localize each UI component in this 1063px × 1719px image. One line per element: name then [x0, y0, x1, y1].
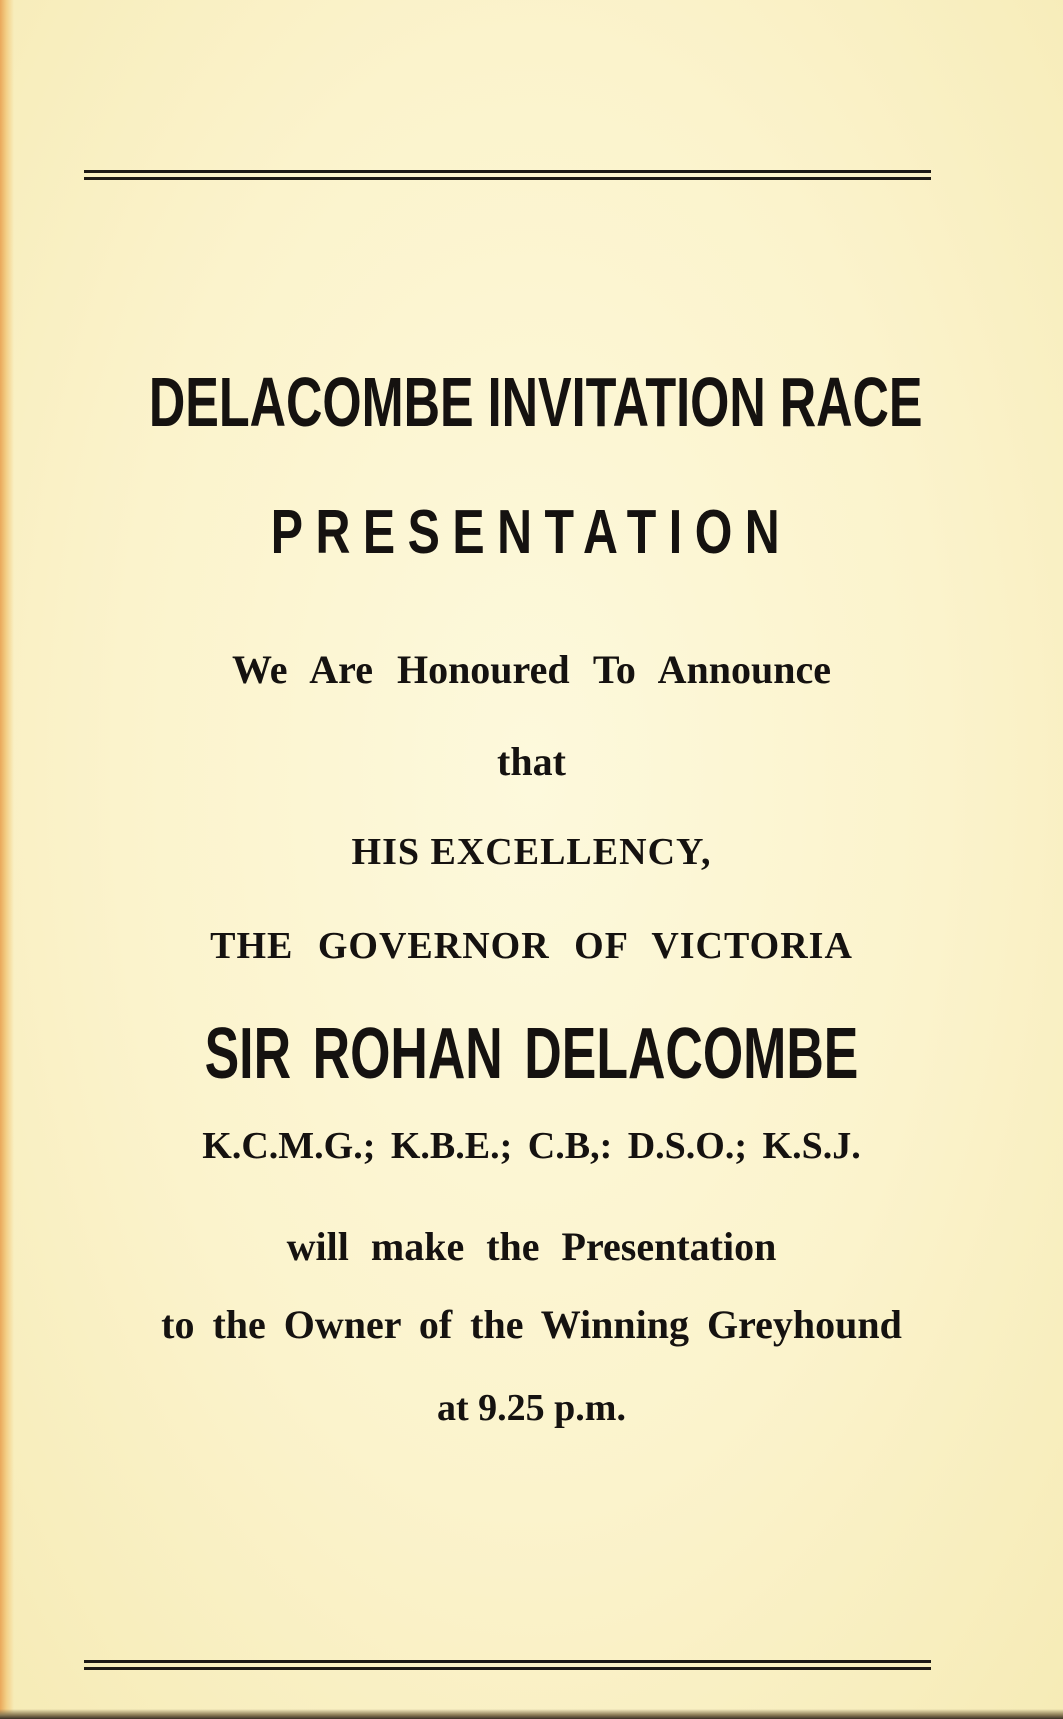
- rule-line: [84, 177, 931, 180]
- that-line: that: [497, 739, 566, 784]
- bottom-double-rule: [84, 1660, 931, 1670]
- rule-line: [84, 1667, 931, 1670]
- owner-line: to the Owner of the Winning Greyhound: [161, 1302, 902, 1347]
- presentation-heading: PRESENTATION: [270, 498, 793, 567]
- excellency-line: HIS EXCELLENCY,: [351, 831, 712, 873]
- announcement-line: We Are Honoured To Announce: [231, 647, 832, 692]
- honours-line: K.C.M.G.; K.B.E.; C.B,: D.S.O.; K.S.J.: [202, 1125, 861, 1167]
- page-edge-bottom: [0, 1709, 1063, 1719]
- top-double-rule: [84, 170, 931, 180]
- race-title: DELACOMBE INVITATION RACE: [148, 363, 923, 441]
- governor-line: THE GOVERNOR OF VICTORIA: [210, 925, 853, 967]
- governor-name: SIR ROHAN DELACOMBE: [204, 1014, 859, 1094]
- presentation-line: will make the Presentation: [286, 1224, 777, 1269]
- time-line: at 9.25 p.m.: [437, 1387, 626, 1429]
